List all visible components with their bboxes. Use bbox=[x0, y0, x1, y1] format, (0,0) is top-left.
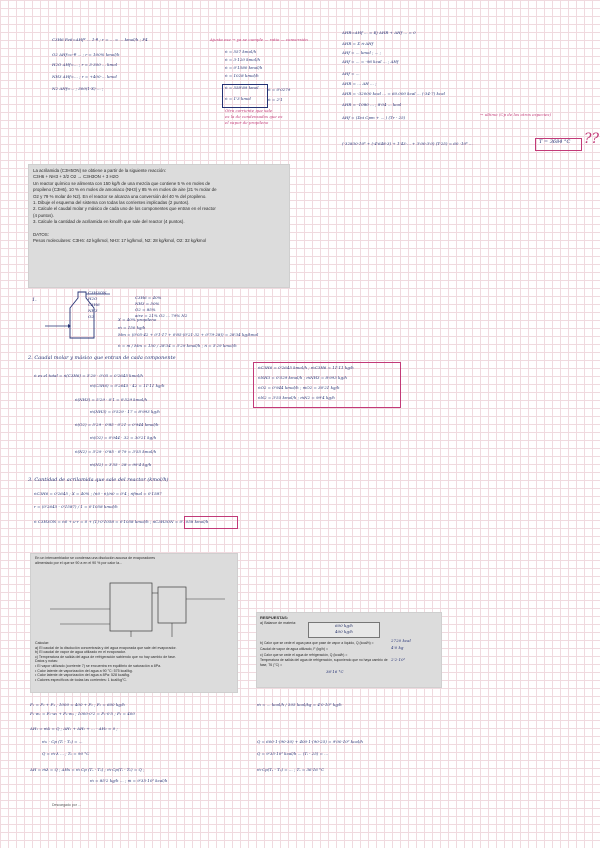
calc-line: Q = ṁ·λ ... ; T₀ = 90 °C bbox=[42, 751, 90, 756]
red-note: Otra corriente que sale bbox=[225, 108, 273, 113]
answer-value: 600 kg/h bbox=[335, 623, 353, 628]
calc-line: ṁ·Cp(Tₛ - T₀) = ... ; Tₛ = 36'16 °C bbox=[257, 767, 325, 772]
red-note: es la de condensados que es bbox=[225, 114, 283, 119]
note-line: ṅ = 2'1 bbox=[268, 97, 283, 102]
evaporator-diagram bbox=[40, 569, 230, 639]
problem-line: Un reactor químico se alimenta con 150 kg/h de una mezcla que contiene 5 % en moles de bbox=[33, 180, 211, 186]
answer-prompt: fase, T6 (°C) = bbox=[260, 663, 283, 667]
label: O2 = 85% bbox=[135, 307, 156, 312]
problem-line: O2 y 79 % molar de N2). En el reactor se alcanza una conversión del 40 % del propileno. bbox=[33, 193, 207, 199]
answer-value: 2'2·10⁵ bbox=[391, 657, 406, 662]
answers-box bbox=[256, 612, 442, 688]
calc-line: ṁ(C3H6) = 0'2645 · 42 = 11'11 kg/h bbox=[90, 383, 165, 388]
calc-line: ṅ C3H3ON = ṅ0 + ν·r = 0 + (1)·0'1058 = 0'1058 kmol/h ; ṅC3H3ON = 0'1058 kmol/h bbox=[34, 519, 209, 524]
calc-line: ṅ = ṁ / Mm = 150 / 28'34 = 5'29 kmol/h ; ṅ = 5'29 kmol/h bbox=[118, 343, 237, 348]
section-title: 2. Caudal molar y másico que entran de cada componente bbox=[28, 355, 176, 361]
note-line: ṅ = 1'3 kmol bbox=[225, 96, 251, 101]
footer-text: Descargado por ... bbox=[52, 803, 81, 807]
problem-line: DATOS: bbox=[33, 231, 49, 237]
problem-line: 3. Calcule la cantidad de acrilamida en kmol/h que sale del reactor (4 puntos). bbox=[33, 219, 185, 225]
answer-line: ṅO2 = 0'944 kmol/h ; ṁO2 = 30'21 kg/h bbox=[258, 385, 340, 390]
label: NH3 bbox=[88, 308, 98, 313]
calc-line: F₁ = F₂ + F₃ ; 1000 = 400 + F₂ ; F₂ = 600 kg/h bbox=[30, 702, 125, 707]
calc-line: ṁ(N2) = 3'55 · 28 = 99'4 kg/h bbox=[90, 462, 152, 467]
answer-value: 4'0 kg bbox=[391, 645, 404, 650]
note-line: O2 ΔHf=c·θ ... ; r = 100% kmol/h bbox=[52, 52, 120, 57]
note-line: ΔHR = Σ ṅ·ΔHf bbox=[342, 41, 374, 46]
section-number: 1. bbox=[32, 297, 37, 303]
calc-line: r = (0'2645 - 0'1587) / 1 = 0'1058 kmol/h bbox=[34, 504, 118, 509]
note-line: ΔHf = ... kmol ; ... ; bbox=[342, 50, 382, 55]
problem-line: (4 puntos). bbox=[33, 212, 54, 218]
calc-line: ṁ = 150 kg/h bbox=[118, 325, 146, 330]
answer-prompt: c) Calor que se cede el agua de refrigeración, Q (kcal/h) = bbox=[260, 653, 348, 657]
problem-statement bbox=[28, 164, 290, 288]
problem-line: c) Temperatura de salida del agua de refrigeración sabiendo que no hay cambio de fase. bbox=[35, 654, 176, 659]
problem-line: 2. Calcule el caudal molar y másico de cada uno de los componentes que entran en el reactor bbox=[33, 206, 216, 212]
problem-line: C3H6 + NH3 + 3/2 O2 → C3H3ON + 3 H2O bbox=[33, 174, 119, 180]
reactor-sketch bbox=[40, 288, 130, 348]
problem-line: propileno (C3H6), 10 % en moles de amoniaco (NH3) y 85 % en moles de aire (21 % molar de bbox=[33, 187, 217, 193]
note-line: ΔHR=ΔHf ... = Ej ΔHR + ΔHf ... = 0 bbox=[342, 30, 416, 35]
note-line: ΔHf = ... bbox=[342, 71, 360, 76]
calc-line: ṁ(NH3) = 0'529 · 17 = 8'993 kg/h bbox=[90, 409, 160, 414]
note-line: ṅ = 557 kmol/h bbox=[225, 49, 257, 54]
evaporator-problem bbox=[30, 553, 238, 693]
note-line: ΔHf = ... = -96 kcal ... ; ΔHf bbox=[342, 59, 399, 64]
problem-line: b) El caudal de vapor de agua utilizado en el evaporador. bbox=[35, 650, 126, 655]
note-line: ṅ = 0'0279 bbox=[268, 87, 291, 92]
answer-line: ṅN2 = 3'55 kmol/h ; ṁN2 = 99'4 kg/h bbox=[258, 395, 335, 400]
answer-line: ṅC3H6 = 0'2645 kmol/h ; ṁC3H6 = 11'11 kg/h bbox=[258, 365, 354, 370]
label: C3H3ON bbox=[88, 290, 107, 295]
note-line: ṅ = 3·120 kmol/h bbox=[225, 57, 261, 62]
problem-line: Pesos moleculares: C3H6: 42 kg/kmol, NH3: 17 kg/kmol, N2: 28 kg/kmol, O2: 32 kg/kmol bbox=[33, 238, 207, 244]
problem-line: alimentado por el que se 90 a en el 90 % por calor la... bbox=[35, 561, 123, 565]
calc-line: ṁ₁ · Cp (Tᵢ - T₀) = ... bbox=[42, 739, 83, 744]
calc-line: ṅ(N2) = 5'29 · 0'85 · 0'79 = 3'55 kmol/h bbox=[75, 449, 157, 454]
problem-line: • Calor latente de vaporización del agua a 90 °C: 575 kcal/kg. bbox=[35, 668, 133, 673]
calc-line: F₁·w₁ = F₂·w₂ + F₃·w₃ ; 1000·0'2 = F₂·0'5 ; F₂ = 400 bbox=[30, 711, 135, 716]
answer-prompt: Caudal de vapor de agua utilizado, F (kg/h) = bbox=[260, 647, 328, 651]
label: O2 bbox=[88, 314, 94, 319]
calc-line: ṁ = ... kcal/h / 505 kcal/kg = 4'0·10² kg/h bbox=[257, 702, 342, 707]
answer-value: 2720 kcal bbox=[391, 638, 411, 643]
problem-line: • Calor latente de vaporización del agua a 8Pa: 528 kcal/kg. bbox=[35, 673, 131, 678]
label: NH3 = 50% bbox=[135, 301, 160, 306]
note-line: (-32830·10⁶ + (-4'648·3) + 1'43·... + 3'00·3'0) (T-25) = 60 ·10⁶ ... bbox=[342, 141, 473, 146]
calc-line: Q = 600·1·(90-30) + 400·1·(90-25) = 9'00·10⁵ kcal/h bbox=[257, 739, 363, 744]
section-title: 3. Cantidad de acrilamida que sale del reactor (kmol/h) bbox=[28, 477, 169, 483]
calc-line: ṅ es el total = ṅ(C3H6) = 5'29 · 0'05 = 0'2645 kmol/h bbox=[34, 373, 143, 378]
problem-line: La acrilamida (C3H5ON) se obtiene a partir de la siguiente reacción: bbox=[33, 168, 167, 173]
section3-answer-box bbox=[184, 516, 238, 529]
red-note: el vapor de propileno bbox=[225, 120, 269, 125]
question-marks: ?? bbox=[584, 131, 600, 147]
calc-line: ΔH = ṁλ = Q ; ΔHs = ṁ Cp (Tₛ - T₀) ; ṁ·Cp(Tᵢ - T₀) = Q ; bbox=[30, 767, 145, 772]
note-line: C3H6 Fe6=ΔHfº ... 1-θ ; r = ... = ... kmol/h ; F4 bbox=[52, 37, 148, 42]
answer-value: 36'16 °C bbox=[326, 669, 344, 674]
label: aire = 21% O2 ... 79% N2 bbox=[135, 313, 188, 318]
note-line: ṅ = 1028 kmol/h bbox=[225, 73, 259, 78]
label: C3H6 = 40% bbox=[135, 295, 162, 300]
calc-line: ṅ(NH3) = 5'29 · 0'1 = 0'529 kmol/h bbox=[75, 397, 148, 402]
answer-prompt: Temperatura de salida del agua de refrigeración, suponiendo que no haya cambio de bbox=[260, 658, 388, 662]
problem-line: En un intercambiador se condensa una disolución acuosa de evaporadores bbox=[35, 556, 156, 560]
answers-title: RESPUESTAS: bbox=[260, 615, 289, 620]
problem-line: Calcular: bbox=[35, 641, 50, 645]
note-line: N2 ΔHf=... ; 300(1-X)·... ; bbox=[52, 86, 104, 91]
note-line: ΔHR = ... ΔH ... ; bbox=[342, 81, 377, 86]
answer-prompt: a) Balance de materia: bbox=[260, 621, 297, 626]
mass-balance-table bbox=[308, 622, 380, 638]
label: C3H6 bbox=[88, 302, 100, 307]
calc-line: Mm = (0'05·42 + 0'1·17 + 0'85·(0'21·32 + 0'79·28)) = 28'34 kg/kmol bbox=[118, 332, 259, 337]
answer-value: 400 kg/h bbox=[335, 629, 353, 634]
label: X = 40% propileno bbox=[118, 317, 157, 322]
calc-line: ΔH₁ = ṁλ = Q ; ΔH₁ + ΔH₂ + ... - ΔH₂ = 0 ; bbox=[30, 726, 118, 731]
calc-line: ṁ(O2) = 0'944 · 32 = 30'21 kg/h bbox=[90, 435, 157, 440]
note-line: ΔHR = -32000 kcal ... = 60.000 kcal ... (-34·7) kcal bbox=[342, 91, 445, 96]
note-line: ṅ = 0'1580 kmol/h bbox=[225, 65, 263, 70]
label: H2O bbox=[88, 296, 98, 301]
answer-prompt: b) Calor que se cede el agua para que pase de vapor a líquido, Q (kcal/h) = bbox=[260, 641, 374, 645]
problem-line: • El vapor utilizado (corriente 7) se encuentra en equilibrio de saturación a 8Pa. bbox=[35, 663, 162, 668]
note-line: ΔHR = -1080 ... ; 8'04 ... kcal bbox=[342, 102, 402, 107]
red-note: → ultimo (Cp de los otros especies) bbox=[480, 112, 552, 117]
calc-line: ṁ = 85'2 kg/h ... ; ṁ = 9'35·10⁵ kcal/h bbox=[90, 778, 168, 783]
problem-line: 1. Dibuje el esquema del sistema con todas las corrientes implicadas (2 puntos). bbox=[33, 200, 190, 206]
calc-line: Q = 9'35·10⁵ kcal/h ... (Tᵢ - 25) = ... bbox=[257, 751, 329, 756]
problem-line: Datos y notas: bbox=[35, 659, 58, 664]
problem-line: • Calores específicos de todas las corrientes: 1 kcal/kg°C. bbox=[35, 677, 127, 682]
calc-line: ṅ(O2) = 5'29 · 0'85 · 0'21 = 0'944 kmol/h bbox=[75, 422, 159, 427]
note-line: ṅ = 558'89 kmol bbox=[225, 85, 259, 90]
problem-line: a) El caudal de la disolución concentrada y del agua evaporada que sale del evaporador. bbox=[35, 645, 177, 650]
red-note: Ajusta ese → ya se cumple — ratio — conversión bbox=[210, 37, 308, 42]
note-line: ΔHf = (Σni Cpm + ... ) (Tr - 25) bbox=[342, 115, 406, 120]
final-temperature: T = 3684 °C bbox=[539, 139, 571, 145]
note-line: NH3 ΔHf=... ; r = +400·... kmol bbox=[52, 74, 117, 79]
answer-line: ṅNH3 = 0'529 kmol/h ; ṁNH3 = 8'993 kg/h bbox=[258, 375, 347, 380]
note-line: H2O ΔHf=... ; r = 3·300 ... kmol bbox=[52, 62, 118, 67]
calc-line: ṅC3H6 = 0'2645 ; X = 40% ; (ṅ0 - ṅ)/ṅ0 = 0'4 ; ṅfinal = 0'1587 bbox=[34, 491, 162, 496]
